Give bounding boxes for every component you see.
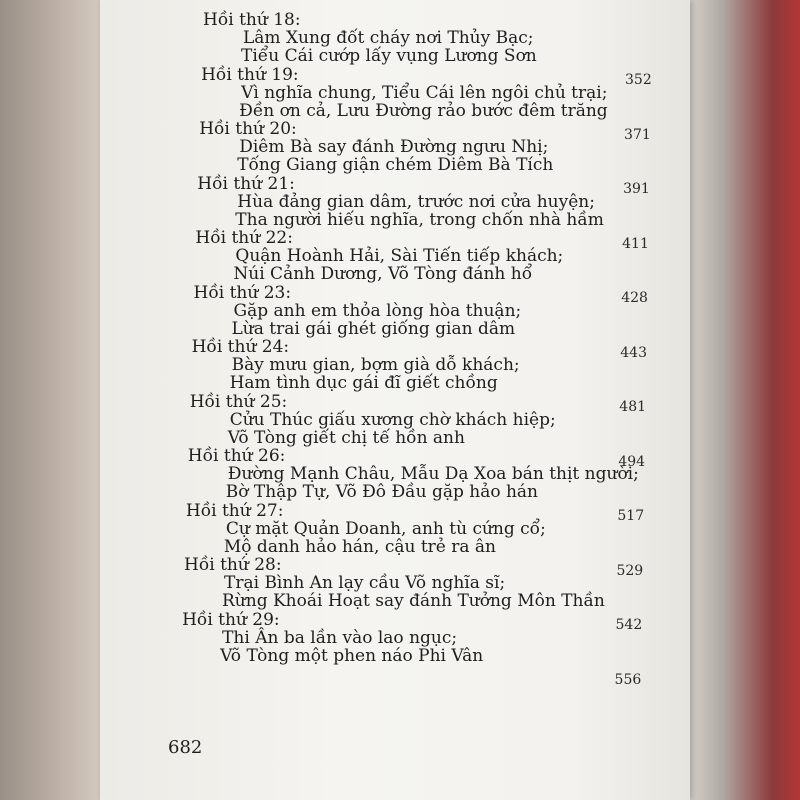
page-reference: 556	[614, 671, 642, 688]
chapter-title-line: Võ Tòng một phen náo Phi Vân	[220, 645, 484, 666]
chapter-title-line: Đường Mạnh Châu, Mẫu Dạ Xoa bán thịt người;	[227, 464, 639, 484]
page-reference: 443	[620, 344, 647, 361]
chapter-title-line: Tống Giang giận chém Diêm Bà Tích	[237, 155, 554, 175]
page-reference: 494	[618, 453, 646, 470]
chapter-title-line: Trại Bình An lạy cầu Võ nghĩa sĩ;	[224, 573, 506, 593]
chapter-heading: Hồi thứ 26:	[187, 446, 286, 466]
chapter-title-line: Vì nghĩa chung, Tiểu Cái lên ngôi chủ trại;	[241, 82, 608, 103]
chapter-title-line: Tha người hiếu nghĩa, trong chốn nhà hầm	[235, 209, 604, 230]
page-reference: 481	[619, 399, 647, 415]
chapter-title-line: Võ Tòng giết chị tế hồn anh	[227, 427, 465, 448]
chapter-title-line: Cửu Thúc giấu xương chờ khách hiệp;	[229, 409, 556, 430]
chapter-title-line: Ham tình dục gái đĩ giết chồng	[229, 373, 498, 393]
page-reference: 371	[624, 126, 651, 143]
table-of-contents	[100, 0, 690, 760]
chapter-title-line: Tiểu Cái cướp lấy vụng Lương Sơn	[241, 46, 537, 66]
page-reference: 428	[621, 290, 648, 306]
chapter-title-line: Gặp anh em thỏa lòng hòa thuận;	[233, 300, 522, 321]
chapter-heading: Hồi thứ 28:	[184, 555, 282, 575]
chapter-heading: Hồi thứ 24:	[191, 337, 290, 357]
chapter-title-line: Bờ Thập Tự, Võ Đô Đầu gặp hảo hán	[225, 482, 538, 502]
page-reference: 529	[616, 562, 644, 579]
chapter-title-line: Cự mặt Quản Doanh, anh tù cứng cổ;	[225, 518, 546, 539]
chapter-heading: Hồi thứ 20:	[199, 119, 297, 139]
background-left	[0, 0, 110, 800]
chapter-title-line: Thi Ân ba lần vào lao ngục;	[222, 627, 458, 648]
chapter-title-line: Lâm Xung đốt cháy nơi Thủy Bạc;	[243, 28, 534, 48]
chapter-heading: Hồi thứ 22:	[195, 228, 293, 248]
chapter-title-line: Lừa trai gái ghét giống gian dâm	[231, 318, 516, 339]
page-reference: 411	[622, 235, 649, 252]
chapter-title-line: Bày mưu gian, bợm già dỗ khách;	[231, 355, 520, 375]
chapter-heading: Hồi thứ 23:	[193, 282, 292, 303]
chapter-heading: Hồi thứ 29:	[182, 609, 280, 630]
book-cover-edge	[688, 0, 800, 800]
chapter-heading: Hồi thứ 27:	[185, 500, 284, 521]
page-reference: 391	[623, 181, 650, 197]
chapter-title-line: Quận Hoành Hải, Sài Tiến tiếp khách;	[235, 246, 564, 266]
chapter-title-line: Rừng Khoái Hoạt say đánh Tưởng Môn Thần	[222, 591, 605, 611]
chapter-title-line: Diêm Bà say đánh Đường ngưu Nhị;	[239, 137, 549, 157]
chapter-heading: Hồi thứ 25:	[189, 391, 288, 412]
chapter-heading: Hồi thứ 19:	[201, 64, 299, 85]
page-number: 682	[168, 737, 203, 758]
chapter-title-line: Đền ơn cả, Lưu Đường rảo bước đêm trăng	[239, 100, 608, 121]
page-reference: 517	[617, 508, 645, 524]
page-reference: 542	[615, 617, 643, 633]
chapter-heading: Hồi thứ 21:	[197, 173, 295, 194]
chapter-title-line: Hùa đảng gian dâm, trước nơi cửa huyện;	[237, 191, 595, 212]
book-page	[100, 0, 690, 800]
chapter-title-line: Núi Cảnh Dương, Võ Tòng đánh hổ	[233, 264, 533, 284]
chapter-heading: Hồi thứ 18:	[203, 10, 301, 30]
page-reference: 352	[625, 72, 652, 88]
chapter-title-line: Mộ danh hảo hán, cậu trẻ ra ân	[223, 536, 496, 557]
